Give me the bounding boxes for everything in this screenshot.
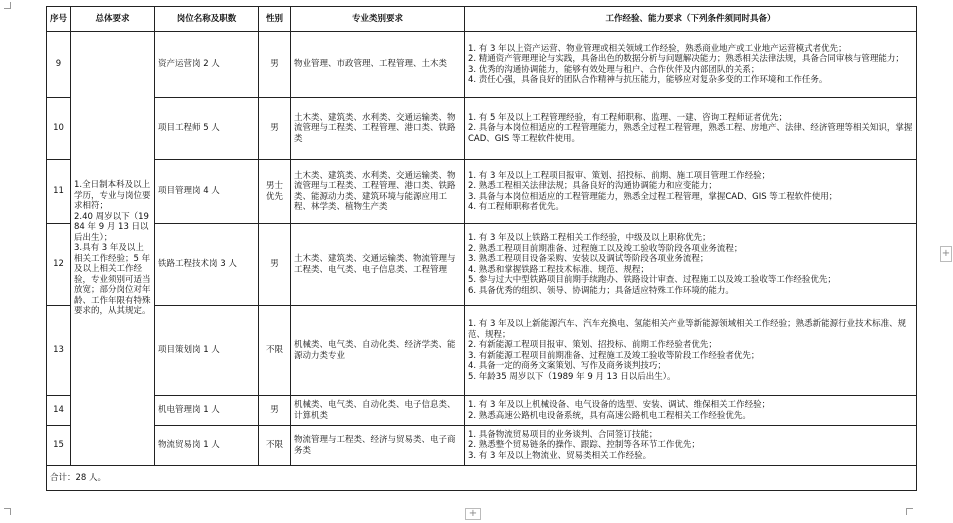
requirement-item: 3. 熟悉工程项目设备采购、安装以及调试等阶段各项业务流程； (468, 254, 709, 264)
major-requirement: 机械类、电气类、自动化类、电子信息类、计算机类 (291, 396, 465, 426)
header-requirements: 工作经验、能力要求（下列条件须同时具备） (465, 7, 917, 32)
row-number: 14 (47, 396, 71, 426)
requirement-item: 1. 有 5 年及以上工程管理经验，有工程师职称、监理、一建、咨询工程师证者优先； (468, 112, 788, 123)
major-requirement: 物业管理、市政管理、工程管理、土木类 (291, 32, 465, 98)
position-name: 机电管理岗 1 人 (155, 396, 259, 426)
row-number: 11 (47, 160, 71, 224)
overall-requirement-item: 3.具有 3 年及以上相关工作经验；5 年及以上相关工作经验，专业须别可适当放宽；部分岗位对年龄、工作年限有特殊要求的，从其规定。 (74, 243, 151, 317)
header-position: 岗位名称及职数 (155, 7, 259, 32)
requirement-item: 6. 具备优秀的组织、领导、协调能力；具备适应特殊工作环境的能力。 (468, 285, 734, 296)
header-overall: 总体要求 (71, 7, 155, 32)
overall-requirement-item: 2.40 周岁以下（1984 年 9 月 13 日以后出生）； (74, 211, 149, 243)
position-name: 资产运营岗 2 人 (155, 32, 259, 98)
total-cell: 合计：28 人。 (47, 466, 917, 491)
requirement-item: 1. 有 3 年及以上工程项目报审、策划、招投标、前期、施工项目管理工作经验； (468, 170, 771, 181)
requirement-item: 1. 有 3 年及以上新能源汽车、汽车充换电、氢能相关产业等新能源领域相关工作经验；熟悉新能源行业技术标准、规范、规程； (468, 319, 907, 340)
table-row (47, 224, 917, 306)
row-number: 9 (47, 32, 71, 98)
crop-mark-bottom-left (4, 508, 11, 515)
major-requirement: 土木类、建筑类、水利类、交通运输类、物流管理与工程类、工程管理、港口类、铁路类 (291, 98, 465, 160)
major-requirement: 物流管理与工程类、经济与贸易类、电子商务类 (291, 426, 465, 466)
document-page (46, 6, 916, 491)
position-name: 项目管理岗 4 人 (155, 160, 259, 224)
major-requirement: 土木类、建筑类、水利类、交通运输类、物流管理与工程类、工程管理、港口类、铁路类、能源动力类、建筑环境与能源应用工程、林学类、植物生产类 (291, 160, 465, 224)
row-number: 10 (47, 98, 71, 160)
gender-requirement: 男 (259, 98, 291, 160)
requirement-item: 3. 有新能源工程项目前期准备、过程施工及竣工验收等阶段工作经验者优先； (468, 350, 760, 361)
total-row (47, 466, 917, 491)
requirement-item: 1. 具备物流贸易项目的业务谈判、合同签订技能； (468, 429, 658, 440)
requirement-item: 2. 有新能源工程项目报审、策划、招投标、前期工作经验者优先； (468, 340, 717, 350)
requirement-item: 2. 具备与本岗位相适应的工程管理能力，熟悉全过程工程管理，熟悉工程、房地产、法律、经济管理等相关知识，掌握 CAD、GIS 等工程软件使用。 (468, 123, 913, 144)
experience-requirements (465, 426, 917, 466)
table-row (47, 98, 917, 160)
requirement-item: 3. 优秀的沟通协调能力，能够有效处理与租户、合作伙伴及内部团队的关系； (468, 64, 760, 75)
requirement-item: 4. 责任心强，具备良好的团队合作精神与抗压能力，能够应对复杂多变的工作环境和工作任务。 (468, 75, 828, 85)
requirement-item: 3. 有 3 年及以上物流业、贸易类相关工作经验。 (468, 450, 652, 461)
experience-requirements (465, 224, 917, 306)
gender-requirement: 男 (259, 224, 291, 306)
requirement-item: 1. 有 3 年及以上机械设备、电气设备的选型、安装、调试、维保相关工作经验； (468, 400, 771, 410)
position-name: 铁路工程技术岗 3 人 (155, 224, 259, 306)
requirement-item: 5. 参与过大中型铁路项目前期手续跑办、铁路设计审查、过程施工以及竣工验收等工作经验优先； (468, 275, 836, 285)
requirement-item: 4. 有工程师职称者优先。 (468, 202, 564, 212)
requirement-item: 2. 熟悉工程项目前期准备、过程施工以及竣工验收等阶段各项业务流程； (468, 243, 743, 254)
requirement-item: 1. 有 3 年以上资产运营、物业管理或相关领域工作经验，熟悉商业地产或工业地产运营模式者优先； (468, 43, 847, 54)
gender-requirement: 男士优先 (259, 160, 291, 224)
overall-requirement-item: 1.全日制本科及以上学历，专业与岗位要求相符； (74, 180, 151, 212)
header-gender: 性别 (259, 7, 291, 32)
header-major: 专业类别要求 (291, 7, 465, 32)
experience-requirements (465, 306, 917, 396)
crop-mark-bottom-right (906, 508, 913, 515)
gender-requirement: 不限 (259, 426, 291, 466)
gender-requirement: 男 (259, 396, 291, 426)
position-name: 项目策划岗 1 人 (155, 306, 259, 396)
requirement-item: 2. 熟悉整个贸易链条的操作、跟踪、控制等各环节工作优先； (468, 440, 700, 451)
table-body (47, 32, 917, 466)
position-name: 物流贸易岗 1 人 (155, 426, 259, 466)
table-row (47, 426, 917, 466)
table-row (47, 306, 917, 396)
row-number: 13 (47, 306, 71, 396)
table-row (47, 396, 917, 426)
add-column-handle[interactable]: + (940, 246, 952, 262)
requirement-item: 5. 年龄35 周岁以下（1989 年 9 月 13 日以后出生）。 (468, 371, 676, 382)
add-row-handle[interactable]: + (465, 508, 481, 520)
requirement-item: 4. 熟悉和掌握铁路工程技术标准、规范、规程； (468, 264, 649, 275)
gender-requirement: 男 (259, 32, 291, 98)
table-header-row (47, 7, 917, 32)
table-row (47, 160, 917, 224)
major-requirement: 土木类、建筑类、交通运输类、物流管理与工程类、电气类、电子信息类、工程管理 (291, 224, 465, 306)
experience-requirements (465, 32, 917, 98)
row-number: 15 (47, 426, 71, 466)
requirement-item: 3. 具备与本岗位相适应的工程管理能力，熟悉全过程工程管理，掌握CAD、GIS 等工程软件使用； (468, 191, 838, 202)
overall-requirements-cell (71, 32, 155, 466)
crop-mark-top-left (4, 2, 11, 9)
gender-requirement: 不限 (259, 306, 291, 396)
experience-requirements (465, 98, 917, 160)
row-number: 12 (47, 224, 71, 306)
experience-requirements (465, 396, 917, 426)
header-no: 序号 (47, 7, 71, 32)
major-requirement: 机械类、电气类、自动化类、经济学类、能源动力类专业 (291, 306, 465, 396)
experience-requirements (465, 160, 917, 224)
position-name: 项目工程师 5 人 (155, 98, 259, 160)
requirement-item: 4. 具备一定的商务文案策划、写作及商务谈判技巧； (468, 361, 666, 371)
requirement-item: 2. 熟悉高速公路机电设备系统，具有高速公路机电工程相关工作经验优先。 (468, 410, 751, 421)
recruitment-table (46, 6, 917, 491)
requirement-item: 2. 精通资产管理理论与实践，具备出色的数据分析与问题解决能力；熟悉相关法律法规，具备合同审核与管理能力； (468, 54, 904, 64)
requirement-item: 1. 有 3 年及以上铁路工程相关工作经验，中级及以上职称优先； (468, 233, 711, 243)
requirement-item: 2. 熟悉工程相关法律法规；具备良好的沟通协调能力和应变能力； (468, 181, 717, 191)
table-row (47, 32, 917, 98)
